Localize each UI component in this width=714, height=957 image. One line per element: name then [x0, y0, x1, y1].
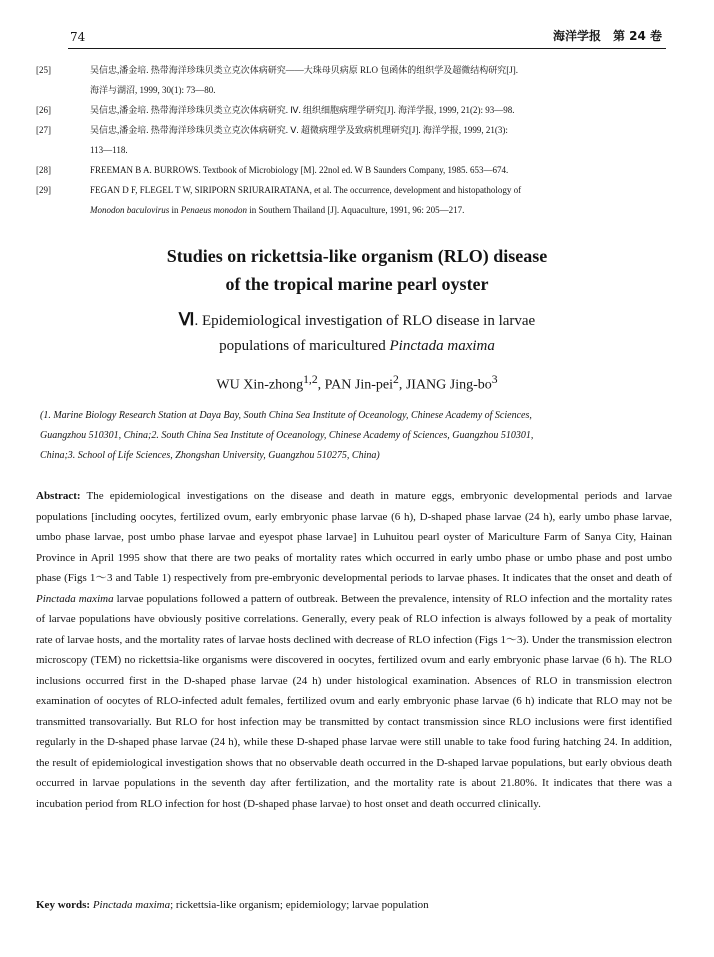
- abstract-text: The epidemiological investigations on the disease and death in mature eggs, embryonic developmental periods and larvae populations [including oocytes, fertilized ovum, early embryonic phase larvae (6 h), D-shaped phase larvae (24 h), early umbo phase larvae, umbo phase larvae, post umbo phase larvae and eyespot phase larvae] in Luhuitou pearl oyster of Mariculture Farm of Sanya City, Hainan Province in April 1995 show that there are two peaks of mortality rates which occurred in early umbo phase or umbo phase and post umbo phase (Figs 1～3 and Table 1) respectively from pre-embryonic developmental periods to larvae phases. It indicates that the onset and death of: [36, 490, 672, 584]
- reference-line: 吴信忠,潘金培. 热带海洋珍珠贝类立克次体病研究. Ⅳ. 组织细胞病理学研究[J]. 海洋学报, 1999, 21(2): 93—98.: [90, 105, 515, 115]
- reference-line: 吴信忠,潘金培. 热带海洋珍珠贝类立克次体病研究——大珠母贝病原 RLO 包函体的组织学及超微结构研究[J].: [90, 65, 518, 75]
- species-name: Pinctada maxima: [389, 338, 495, 354]
- reference-number: [28]: [36, 165, 51, 175]
- article-subtitle-line-2: [0, 334, 714, 358]
- reference-line: 海洋与湖沼, 1999, 30(1): 73—80.: [90, 85, 216, 95]
- reference-line: 113—118.: [90, 145, 128, 155]
- author-separator: ,: [398, 377, 406, 393]
- key-word-species: Pinctada maxima: [90, 899, 171, 911]
- author-name: WU Xin-zhong: [216, 377, 304, 393]
- reference-list: [36, 60, 676, 220]
- reference-item: [36, 60, 676, 100]
- running-header: [68, 26, 666, 49]
- author-list: [0, 373, 714, 394]
- reference-line: FEGAN D F, FLEGEL T W, SIRIPORN SRIURAIRATANA, et al. The occurrence, development and histopathology of: [90, 185, 522, 195]
- affiliation-line: Guangzhou 510301, China;2. South China Sea Institute of Oceanology, Chinese Academy of Sciences, Guangzhou 510301,: [40, 430, 534, 441]
- reference-number: [25]: [36, 65, 51, 75]
- author-name: JIANG Jing-bo: [405, 377, 492, 393]
- abstract-label: Abstract:: [36, 490, 81, 502]
- author-affiliation-mark: 3: [491, 373, 498, 386]
- reference-number: [29]: [36, 185, 51, 195]
- key-words: [36, 895, 672, 915]
- reference-item: [36, 120, 676, 160]
- part-numeral: Ⅵ: [178, 310, 195, 329]
- species-name: Pinctada maxima: [36, 592, 114, 605]
- reference-item: [36, 180, 676, 220]
- reference-number: [26]: [36, 105, 51, 115]
- abstract: [36, 486, 672, 814]
- abstract-text: larvae populations followed a pattern of outbreak. Between the prevalence, intensity of RLO infection and the mortality rates of larvae populations have obviously positive correlations. Generally, every peak of RLO infection is always followed by a peak of mortality rate of larvae hosts, and the mortality rates of larvae hosts declined with decrease of RLO infection (Figs 1～3). Under the transmission electron microscopy (TEM) no rickettsia-like organisms were discovered in oocytes, fertilized ovum and early embryonic phase larvae (6 h). The RLO inclusions occurred first in the D-shaped phase larvae (24 h) under histological examination. Absences of RLO in transmission electron examination of oocytes of RLO-infected adult females, fertilized ovum and early embryonic phase larvae (6 h) indicate that RLO may not be transmitted transovarially. But RLO for host infection may be transmitted by contact transmission since RLO inclusions were first identified regularly in the D-shaped phase larvae (24 h), while these D-shaped phase larvae were still unable to take food furing hatching 24. In addition, the result of epidemiological investigation shows that no observable death occurred in the D-shaped larvae populations, but early obvious death occurred in larvae populations in the seventh day after fertilization, and the mortality rate is about 21.80%. It indicates that there was a incubation period from RLO infection for host (D-shaped phase larvae) to host onset and death occurred clinically.: [36, 592, 673, 810]
- reference-text: in Southern Thailand [J]. Aquaculture, 1991, 96: 205—217.: [247, 205, 465, 215]
- reference-italic: Penaeus monodon: [180, 205, 248, 215]
- journal-name: 海洋学报 第 24 卷: [552, 29, 662, 43]
- author-separator: ,: [317, 377, 325, 393]
- reference-line: FREEMAN B A. BURROWS. Textbook of Microbiology [M]. 22nol ed. W B Saunders Company, 1985. 653—674.: [90, 165, 509, 175]
- affiliation-line: (1. Marine Biology Research Station at Daya Bay, South China Sea Institute of Oceanology, Chinese Academy of Sciences,: [40, 410, 532, 421]
- reference-item: [36, 100, 676, 120]
- key-words-text: ; rickettsia-like organism; epidemiology; larvae population: [170, 899, 429, 911]
- author-affiliation-mark: 2: [393, 373, 399, 386]
- reference-line: 吴信忠,潘金培. 热带海洋珍珠贝类立克次体病研究. Ⅴ. 超微病理学及致病机理研究[J]. 海洋学报, 1999, 21(3):: [90, 125, 508, 135]
- affiliations: [40, 406, 676, 466]
- subtitle-text: . Epidemiological investigation of RLO disease in larvae: [194, 313, 536, 329]
- subtitle-text: populations of maricultured: [219, 338, 390, 354]
- reference-italic: Monodon baculovirus: [90, 205, 170, 215]
- reference-line: [90, 200, 676, 220]
- article-title-line-1: Studies on rickettsia-like organism (RLO) disease: [166, 246, 548, 266]
- reference-item: [36, 160, 676, 180]
- page-number: 74: [70, 30, 86, 44]
- reference-text: in: [169, 205, 181, 215]
- author-affiliation-mark: 1,2: [303, 373, 318, 386]
- author-name: PAN Jin-pei: [324, 377, 393, 393]
- reference-number: [27]: [36, 125, 51, 135]
- affiliation-line: China;3. School of Life Sciences, Zhongshan University, Guangzhou 510275, China): [40, 450, 380, 461]
- article-subtitle-line-1: [0, 308, 714, 333]
- article-title-line-2: of the tropical marine pearl oyster: [225, 274, 489, 294]
- key-words-label: Key words:: [36, 899, 91, 911]
